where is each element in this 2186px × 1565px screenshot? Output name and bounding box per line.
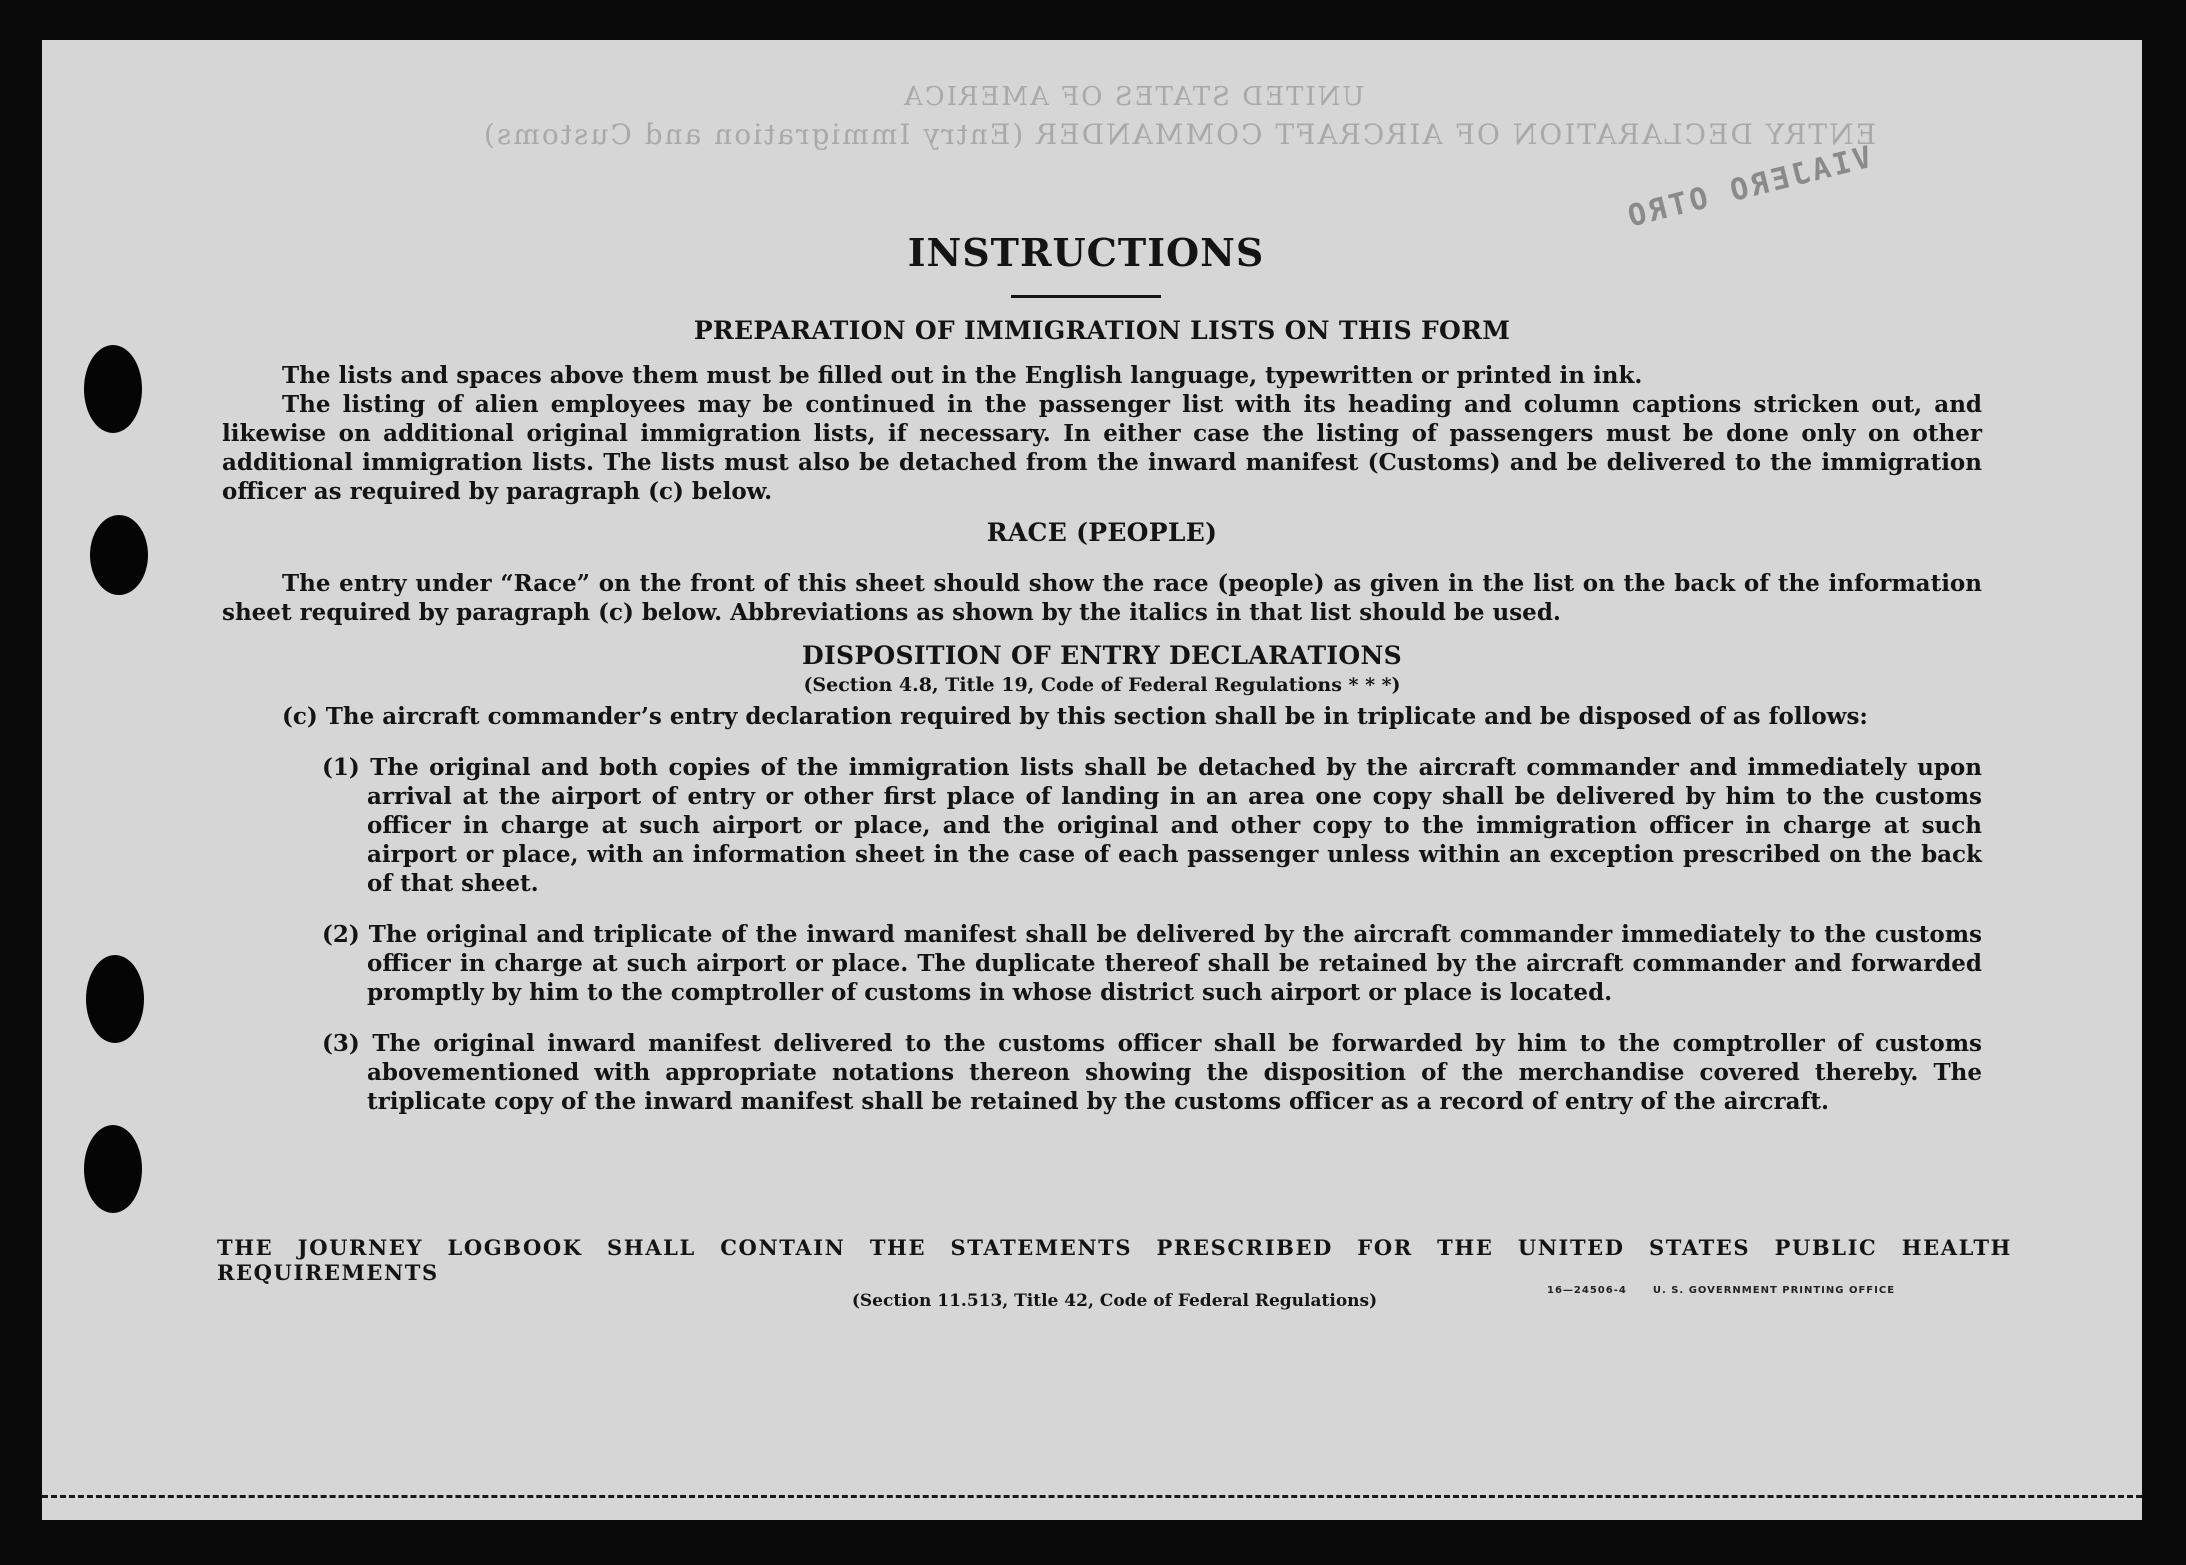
prep-heading: PREPARATION OF IMMIGRATION LISTS ON THIS FORM — [693, 316, 1511, 345]
printer-name: U. S. GOVERNMENT PRINTING OFFICE — [1652, 1285, 1896, 1296]
instructions-body — [222, 230, 1982, 1116]
form-number: 16—24506-4 — [1547, 1285, 1627, 1296]
disposition-item-2: (2) The original and triplicate of the inward manifest shall be delivered by the aircraft commander immediately to the customs officer in charge at such airport or place. The duplicate thereof shall be retained by the aircraft commander and forwarded promptly by him to the comptroller of customs in whose district such airport or place is located. — [322, 921, 1982, 1006]
bleed-through-stamp: VIAJERO OTRO — [1621, 139, 1876, 236]
punch-hole — [84, 1125, 142, 1213]
prep-paragraph-2: The listing of alien employees may be continued in the passenger list with its heading and column captions stricken out, and likewise on additional original immigration lists, if necessary. In either case the listing of passengers must be done only on other additional immigration lists. The lists must also be detached from the inward manifest (Customs) and be delivered to the immigration officer as required by paragraph (c) below. — [222, 391, 1982, 505]
punch-hole — [84, 345, 142, 433]
page-title: INSTRUCTIONS — [907, 230, 1265, 275]
bleed-through-line-1: UNITED STATES OF AMERICA — [902, 82, 1365, 112]
disposition-item-1: (1) The original and both copies of the immigration lists shall be detached by the aircraft commander and immediately upon arrival at the airport of entry or other first place of landing in an area one copy shall be delivered by him to the customs officer in charge at such airport or place, and the original and other copy to the immigration officer in charge at such airport or place, with an information sheet in the case of each passenger unless within an exception prescribed on the back of that sheet. — [322, 754, 1982, 897]
health-requirements-footer — [217, 1235, 2012, 1311]
race-heading: RACE (PEOPLE) — [986, 518, 1218, 547]
race-paragraph: The entry under “Race” on the front of this sheet should show the race (people) as given in the list on the back of the information sheet required by paragraph (c) below. Abbreviations as shown by the italics in that list should be used. — [222, 570, 1982, 626]
perforation-line — [42, 1495, 2142, 1498]
health-citation: (Section 11.513, Title 42, Code of Federal Regulations) — [851, 1291, 1378, 1311]
prep-paragraph-1: The lists and spaces above them must be filled out in the English language, typewritten or printed in ink. — [282, 362, 1643, 389]
document-page — [42, 40, 2142, 1520]
disposition-citation: (Section 4.8, Title 19, Code of Federal Regulations * * *) — [803, 674, 1401, 696]
bleed-through-line-2: ENTRY DECLARATION OF AIRCRAFT COMMANDER (Entry Immigration and Customs) — [482, 118, 1877, 151]
punch-hole — [86, 955, 144, 1043]
punch-hole — [90, 515, 148, 595]
disposition-intro: (c) The aircraft commander’s entry declaration required by this section shall be in triplicate and be disposed of as follows: — [282, 703, 1868, 730]
printer-imprint — [1547, 1285, 1895, 1296]
title-underline — [1011, 295, 1161, 298]
disposition-item-3: (3) The original inward manifest delivered to the customs officer shall be forwarded by him to the comptroller of customs abovementioned with appropriate notations thereon showing the disposition of the merchandise covered thereby. The triplicate copy of the inward manifest shall be retained by the customs officer as a record of entry of the aircraft. — [322, 1030, 1982, 1115]
disposition-heading: DISPOSITION OF ENTRY DECLARATIONS — [802, 641, 1402, 670]
health-statement: THE JOURNEY LOGBOOK SHALL CONTAIN THE STATEMENTS PRESCRIBED FOR THE UNITED STATES PUBLIC HEALTH REQUIREMENTS — [217, 1235, 2012, 1285]
